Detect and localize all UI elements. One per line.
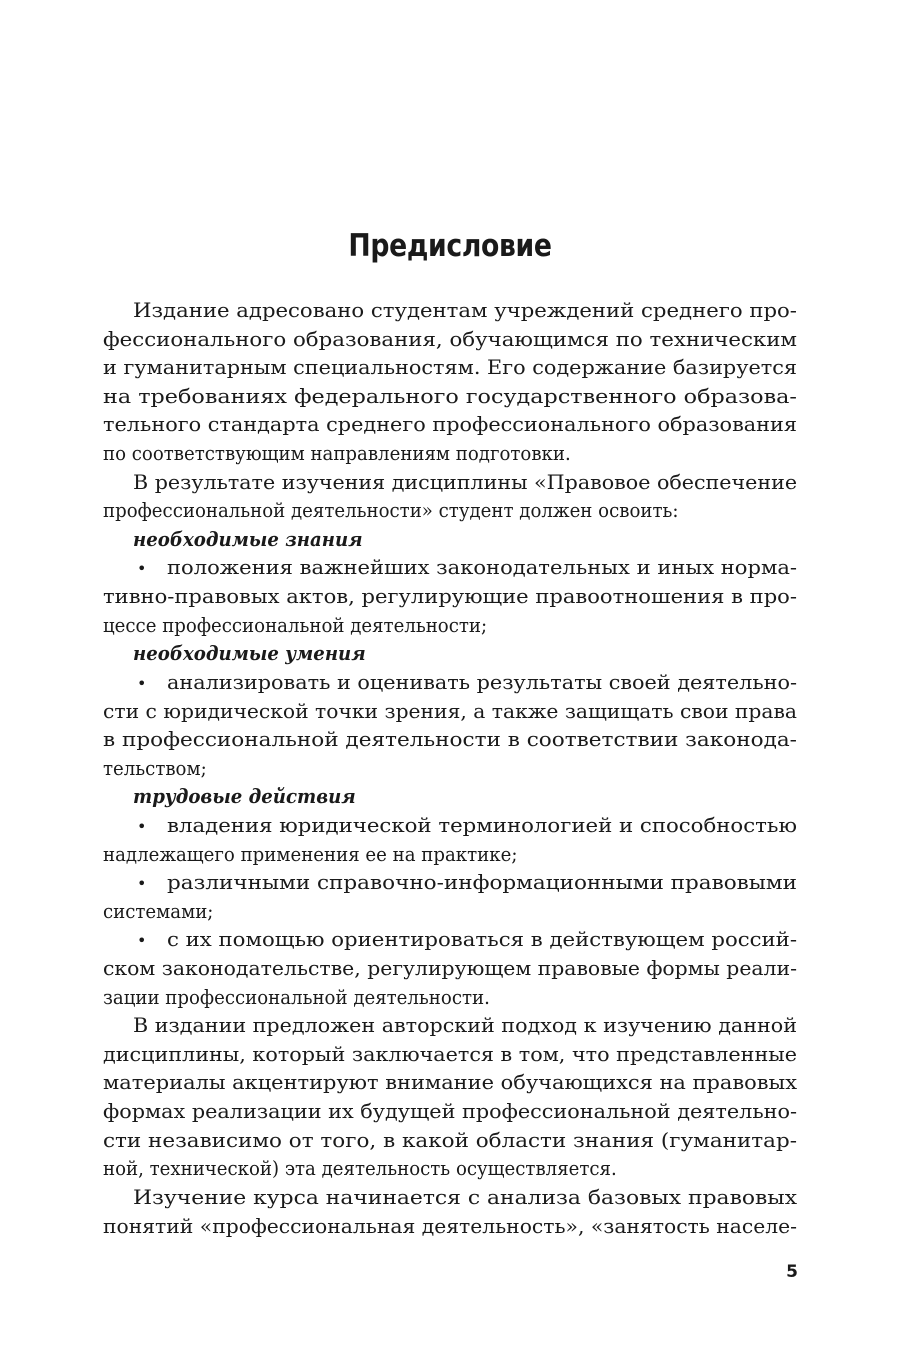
line-text: положения важнейших законодательных и иных норма- — [167, 556, 798, 580]
line-text: тельного стандарта среднего профессионального образования — [103, 413, 798, 437]
line-text: профессиональной деятельности» студент должен освоить: — [103, 499, 679, 523]
page-title: Предисловие — [348, 228, 552, 264]
line-text: владения юридической терминологией и способностью — [167, 813, 797, 837]
line-text: анализировать и оценивать результаты своей деятельно- — [167, 670, 797, 694]
text-line — [103, 354, 797, 383]
text-line — [103, 1098, 797, 1127]
text-line — [103, 698, 797, 727]
line-text: по соответствующим направлениям подготовки. — [103, 442, 571, 466]
line-text: В издании предложен авторский подход к изучению данной — [133, 1014, 797, 1038]
text-line — [103, 469, 797, 498]
bullet-item-line — [103, 926, 797, 955]
bullet-icon: • — [137, 673, 147, 693]
text-line — [103, 1155, 797, 1184]
text-line — [103, 955, 797, 984]
line-text: необходимые умения — [133, 642, 366, 666]
line-text: различными справочно-информационными правовыми — [167, 871, 798, 895]
line-text: Издание адресовано студентам учреждений среднего про- — [133, 299, 797, 322]
line-text: трудовые действия — [133, 785, 356, 809]
line-text: формах реализации их будущей профессиональной деятельно- — [103, 1100, 797, 1124]
line-text: и гуманитарным специальностям. Его содержание базируется — [103, 356, 798, 380]
text-line — [103, 1069, 797, 1098]
line-text: ском законодательстве, регулирующем правовые формы реали- — [103, 957, 797, 981]
text-line — [103, 497, 797, 526]
line-text: сти независимо от того, в какой области знания (гуманитар- — [103, 1128, 797, 1152]
text-line — [103, 1213, 797, 1242]
text-line — [103, 326, 797, 355]
text-line — [103, 612, 797, 641]
line-text: В результате изучения дисциплины «Правовое обеспечение — [133, 470, 798, 494]
bullet-item-line — [103, 554, 797, 583]
line-text: тельством; — [103, 756, 207, 780]
text-line — [103, 583, 797, 612]
bullet-item-line — [103, 869, 797, 898]
text-line — [103, 755, 797, 784]
text-line — [103, 1184, 797, 1213]
line-text: ной, технической) эта деятельность осуществляется. — [103, 1157, 617, 1181]
bullet-item-line — [103, 669, 797, 698]
preface-body — [103, 297, 797, 1241]
bullet-icon: • — [137, 874, 147, 894]
line-text: необходимые знания — [133, 527, 363, 551]
text-line — [103, 440, 797, 469]
text-line — [103, 383, 797, 412]
bullet-item-line — [103, 812, 797, 841]
line-text: в профессиональной деятельности в соответствии законода- — [103, 728, 797, 752]
bullet-icon: • — [137, 559, 147, 579]
text-line — [103, 411, 797, 440]
line-text: на требованиях федерального государственного образова- — [103, 384, 797, 408]
line-text: с их помощью ориентироваться в действующем россий- — [167, 928, 798, 952]
line-text: системами; — [103, 899, 214, 923]
line-text: дисциплины, который заключается в том, что представленные — [103, 1042, 797, 1066]
line-text: фессионального образования, обучающимся по техническим — [103, 327, 797, 351]
line-text: материалы акцентируют внимание обучающихся на правовых — [103, 1071, 798, 1095]
text-line — [103, 1127, 797, 1156]
section-heading — [103, 783, 797, 812]
line-text: цессе профессиональной деятельности; — [103, 613, 488, 637]
bullet-icon: • — [137, 931, 147, 951]
text-line — [103, 297, 797, 326]
section-heading — [103, 526, 797, 555]
text-line — [103, 1012, 797, 1041]
text-line — [103, 841, 797, 870]
text-line — [103, 898, 797, 927]
page-number: 5 — [786, 1262, 798, 1282]
line-text: надлежащего применения ее на практике; — [103, 842, 518, 866]
line-text: понятий «профессиональная деятельность», «занятость населе- — [103, 1214, 798, 1238]
bullet-icon: • — [137, 816, 147, 836]
line-text: сти с юридической точки зрения, а также защищать свои права — [103, 699, 798, 723]
section-heading — [103, 640, 797, 669]
text-line — [103, 1041, 797, 1070]
line-text: зации профессиональной деятельности. — [103, 985, 490, 1009]
line-text: тивно-правовых актов, регулирующие правоотношения в про- — [103, 585, 797, 609]
text-line — [103, 984, 797, 1013]
line-text: Изучение курса начинается с анализа базовых правовых — [133, 1185, 798, 1209]
text-line — [103, 726, 797, 755]
